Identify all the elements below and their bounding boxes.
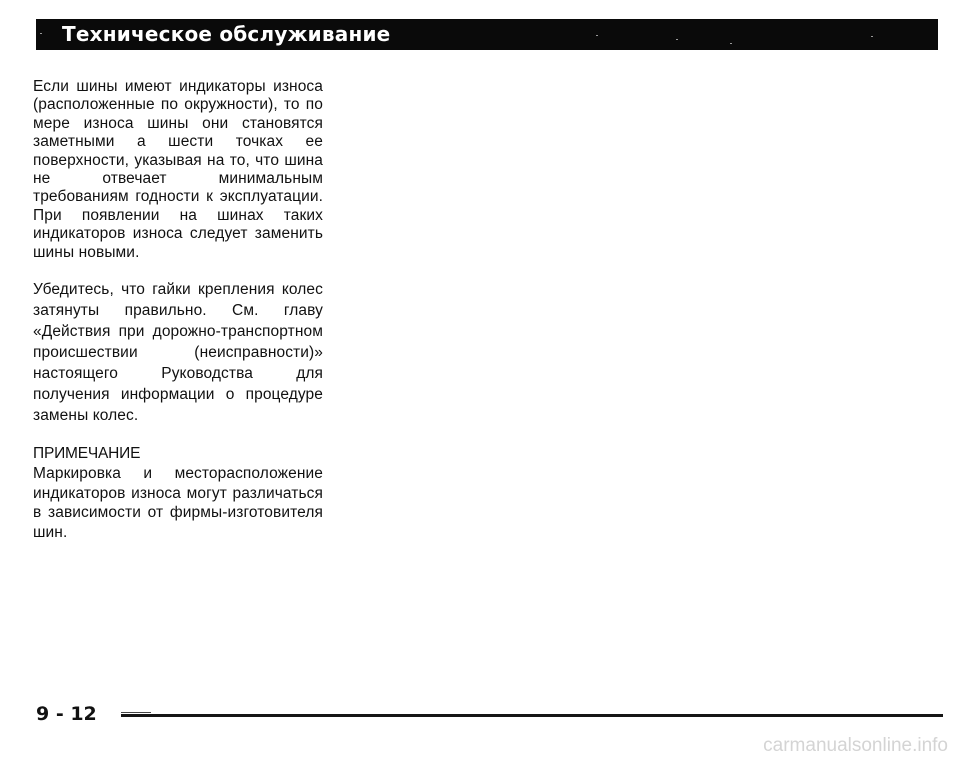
text-column bbox=[33, 78, 323, 542]
print-speck bbox=[596, 35, 598, 36]
footer-rule-accent bbox=[121, 712, 151, 713]
page-number: 9 - 12 bbox=[36, 703, 97, 725]
note-body: Маркировка и месторасположение индикаторов износа могут различаться в зависимости от фирмы-изготовителя шин. bbox=[33, 465, 323, 541]
print-speck bbox=[871, 36, 873, 37]
watermark: carmanualsonline.info bbox=[763, 735, 948, 756]
note-heading: ПРИМЕЧАНИЕ bbox=[33, 445, 141, 463]
print-speck bbox=[40, 33, 42, 34]
paragraph-tire-wear-indicators: Если шины имеют индикаторы износа (расположенные по окружности), то по мере износа шины они становятся заметными а шести точках ее поверхности, указывая на то, что шина не отвечает минимальным требованиям годности к эксплуатации. При появлении на шинах таких индикаторов износа следует заменить шины новыми. bbox=[33, 78, 323, 261]
section-header-bar bbox=[36, 19, 938, 50]
section-title: Техническое обслуживание bbox=[62, 22, 391, 46]
print-speck bbox=[676, 39, 678, 40]
footer-rule bbox=[121, 714, 943, 717]
print-speck bbox=[730, 43, 732, 44]
paragraph-wheel-nuts: Убедитесь, что гайки крепления колес затянуты правильно. См. главу «Действия при дорожно-транспортном происшествии (неисправности)» настоящего Руководства для получения информации о процедуре замены колес. bbox=[33, 281, 323, 425]
